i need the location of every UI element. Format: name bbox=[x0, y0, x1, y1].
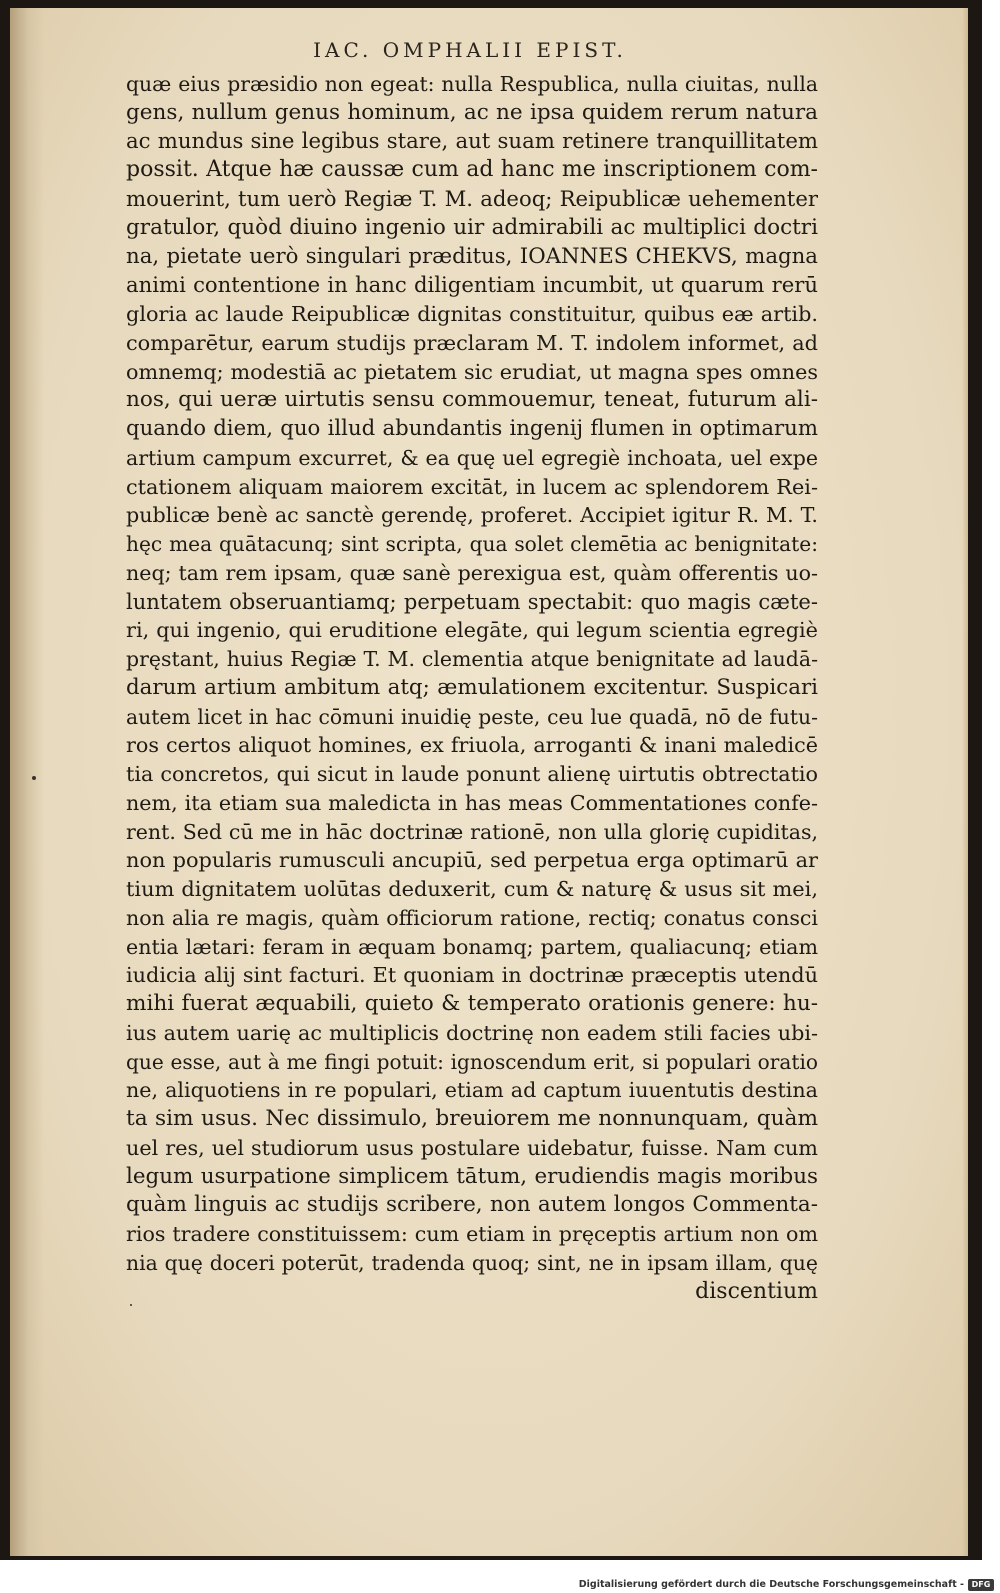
text-line: publicæ benè ac sanctè gerendę, proferet. Accipiet igitur R. M. T. bbox=[126, 503, 818, 528]
text-line: ius autem uarię ac multiplicis doctrinę non eadem stili facies ubi- bbox=[126, 1020, 818, 1045]
dfg-logo: DFG bbox=[968, 1579, 994, 1591]
text-line: legum usurpatione simplicem tātum, erudiendis magis moribus bbox=[126, 1163, 818, 1189]
text-line: non popularis rumusculi ancupiū, sed perpetua erga optimarū ar bbox=[126, 848, 818, 873]
text-line: comparētur, earum studijs præclaram M. T. indolem informet, ad bbox=[126, 330, 818, 355]
text-line: neq; tam rem ipsam, quæ sanè perexigua est, quàm offerentis uo- bbox=[126, 560, 818, 585]
text-line: nem, ita etiam sua maledicta in has meas Commentationes confe- bbox=[126, 790, 818, 815]
text-line: gratulor, quòd diuino ingenio uir admirabili ac multiplici doctri bbox=[126, 214, 818, 240]
text-line: autem licet in hac cōmuni inuidię peste, ceu lue quadā, nō de futu- bbox=[126, 704, 818, 729]
text-line: animi contentione in hanc diligentiam incumbit, ut quarum rerū bbox=[126, 272, 818, 298]
catchword: discentium bbox=[695, 1278, 818, 1304]
text-line: ac mundus sine legibus stare, aut suam retinere tranquillitatem bbox=[126, 128, 818, 154]
text-line: rent. Sed cū me in hāc doctrinæ rationē, non ulla glorię cupiditas, bbox=[126, 819, 818, 844]
text-line: rios tradere constituissem: cum etiam in pręceptis artium non om bbox=[126, 1222, 818, 1246]
text-line: ne, aliquotiens in re populari, etiam ad captum iuuentutis destina bbox=[126, 1078, 818, 1103]
page-edge bbox=[962, 8, 968, 1556]
text-line: quàm linguis ac studijs scribere, non autem longos Commenta- bbox=[126, 1192, 818, 1218]
text-line: gens, nullum genus hominum, ac ne ipsa quidem rerum natura bbox=[126, 99, 818, 125]
text-line: pręstant, huius Regiæ T. M. clementia atque benignitate ad laudā- bbox=[126, 647, 818, 671]
text-line: luntatem obseruantiamq; perpetuam spectabit: quo magis cæte- bbox=[126, 588, 818, 614]
footer-credit: Digitalisierung gefördert durch die Deutsche Forschungsgemeinschaft - bbox=[578, 1579, 964, 1590]
text-line: nos, qui ueræ uirtutis sensu commouemur, teneat, futurum ali- bbox=[126, 387, 818, 413]
text-line: ta sim usus. Nec dissimulo, breuiorem me nonnunquam, quàm bbox=[126, 1106, 818, 1131]
text-line: na, pietate uerò singulari præditus, IOANNES CHEKVS, magna bbox=[126, 243, 818, 269]
text-line: ros certos aliquot homines, ex friuola, arroganti & inani maledicē bbox=[126, 733, 818, 758]
text-line: artium campum excurret, & ea quę uel egregiè inchoata, uel expe bbox=[126, 445, 818, 470]
book-page bbox=[10, 8, 968, 1556]
text-line: non alia re magis, quàm officiorum ratione, rectiq; conatus consci bbox=[126, 905, 818, 930]
text-line: tium dignitatem uolūtas deduxerit, cum & naturę & usus sit mei, bbox=[126, 877, 818, 901]
text-line: gloria ac laude Reipublicæ dignitas constituitur, quibus eæ artib. bbox=[126, 302, 818, 326]
text-line: omnemq; modestiā ac pietatem sic erudiat, ut magna spes omnes bbox=[126, 359, 818, 384]
gutter-shadow bbox=[10, 8, 44, 1556]
body-text bbox=[126, 70, 818, 1306]
text-line: ctationem aliquam maiorem excitāt, in lucem ac splendorem Rei- bbox=[126, 474, 818, 499]
text-line: mihi fuerat æquabili, quieto & temperato orationis genere: hu- bbox=[126, 991, 818, 1016]
text-line: uel res, uel studiorum usus postulare uidebatur, fuisse. Nam cum bbox=[126, 1135, 818, 1160]
text-line: quæ eius præsidio non egeat: nulla Respublica, nulla ciuitas, nulla bbox=[126, 72, 818, 96]
digitization-footer bbox=[0, 1576, 1000, 1593]
text-line: darum artium ambitum atq; æmulationem excitentur. Suspicari bbox=[126, 674, 818, 700]
text-line: iudicia alij sint facturi. Et quoniam in doctrinæ præceptis utendū bbox=[126, 963, 818, 988]
text-line: tia concretos, qui sicut in laude ponunt alienę uirtutis obtrectatio bbox=[126, 762, 818, 786]
text-line: nia quę doceri poterūt, tradenda quoq; sint, ne in ipsam illam, quę bbox=[126, 1250, 818, 1275]
text-line: possit. Atque hæ caussæ cum ad hanc me inscriptionem com- bbox=[126, 157, 818, 183]
text-line: hęc mea quātacunq; sint scripta, qua solet clemētia ac benignitate: bbox=[126, 532, 818, 556]
running-head: IAC. OMPHALII EPIST. bbox=[313, 38, 627, 62]
text-line: mouerint, tum uerò Regiæ T. M. adeoq; Reipublicæ uehementer bbox=[126, 186, 818, 211]
text-line: que esse, aut à me fingi potuit: ignoscendum erit, si populari oratio bbox=[126, 1049, 818, 1074]
text-line: quando diem, quo illud abundantis ingenij flumen in optimarum bbox=[126, 416, 818, 441]
text-line: entia lætari: feram in æquam bonamq; partem, qualiacunq; etiam bbox=[126, 934, 818, 959]
text-line: ri, qui ingenio, qui eruditione elegāte, qui legum scientia egregiè bbox=[126, 618, 818, 643]
